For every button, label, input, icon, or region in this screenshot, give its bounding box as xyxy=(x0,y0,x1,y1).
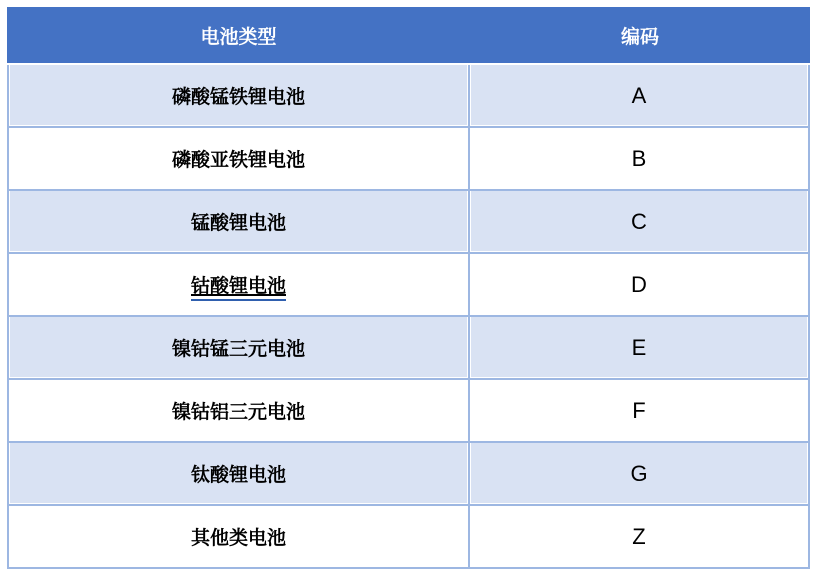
battery-type-cell: 磷酸亚铁锂电池 xyxy=(7,128,470,191)
code-cell: C xyxy=(470,191,810,254)
table-row xyxy=(7,317,810,380)
column-header-code: 编码 xyxy=(470,7,810,65)
table-row xyxy=(7,443,810,506)
battery-type-cell: 镍钴锰三元电池 xyxy=(7,317,470,380)
table-row xyxy=(7,506,810,569)
battery-type-cell xyxy=(7,254,470,317)
code-cell: A xyxy=(470,65,810,128)
column-header-battery-type: 电池类型 xyxy=(7,7,470,65)
code-cell: G xyxy=(470,443,810,506)
battery-type-cell: 钛酸锂电池 xyxy=(7,443,470,506)
table-row xyxy=(7,380,810,443)
battery-type-cell: 磷酸锰铁锂电池 xyxy=(7,65,470,128)
code-cell: Z xyxy=(470,506,810,569)
table-row xyxy=(7,191,810,254)
battery-type-cell: 镍钴铝三元电池 xyxy=(7,380,470,443)
battery-code-table xyxy=(7,7,810,569)
table-row xyxy=(7,128,810,191)
code-cell: B xyxy=(470,128,810,191)
underlined-battery-type: 钴酸锂电池 xyxy=(191,276,286,301)
code-cell: E xyxy=(470,317,810,380)
code-cell: D xyxy=(470,254,810,317)
battery-type-cell: 其他类电池 xyxy=(7,506,470,569)
table-row xyxy=(7,254,810,317)
table-row xyxy=(7,65,810,128)
table-header-row xyxy=(7,7,810,65)
code-cell: F xyxy=(470,380,810,443)
battery-type-cell: 锰酸锂电池 xyxy=(7,191,470,254)
